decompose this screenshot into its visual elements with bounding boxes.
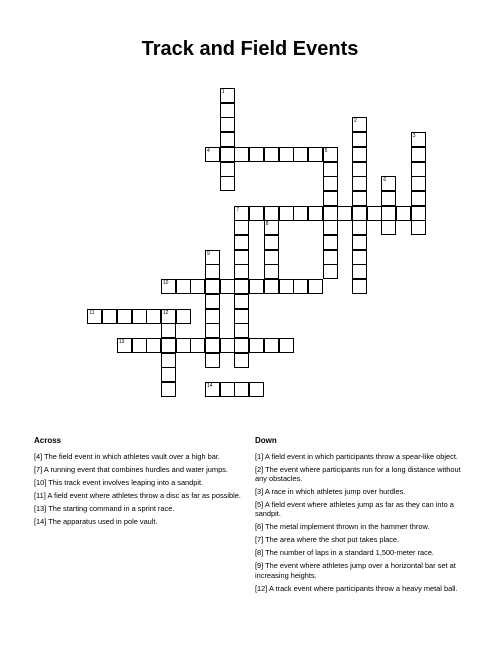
across-clue-list [34,452,249,530]
grid-cell[interactable] [161,353,176,368]
grid-cell[interactable] [264,264,279,279]
down-clue [255,452,470,461]
cell-number: 2 [354,118,357,125]
grid-cell[interactable] [367,206,382,221]
clue-text: The starting command in a sprint race. [48,504,175,513]
grid-cell[interactable] [396,206,411,221]
grid-cell[interactable] [293,206,308,221]
across-clue [34,504,249,513]
grid-cell[interactable] [279,206,294,221]
clue-number: [13] [34,504,49,513]
clue-text: A field event in which participants throw a spear-like object. [264,452,458,461]
grid-cell[interactable] [264,279,279,294]
grid-cell[interactable] [161,323,176,338]
grid-cell[interactable] [234,264,249,279]
grid-cell[interactable] [102,309,117,324]
grid-cell[interactable] [87,309,102,324]
clue-number: [2] [255,465,266,474]
grid-cell[interactable] [176,338,191,353]
clue-text: A running event that combines hurdles and water jumps. [43,465,228,474]
grid-cell[interactable] [205,323,220,338]
clue-text: The area where the shot put takes place. [265,535,400,545]
grid-cell[interactable] [220,132,235,147]
clue-number: [7] [255,535,266,545]
grid-cell[interactable] [190,338,205,353]
grid-cell[interactable] [293,147,308,162]
grid-cell[interactable] [352,220,367,235]
grid-cell[interactable] [308,206,323,221]
across-clue [34,465,249,474]
grid-cell[interactable] [220,176,235,191]
grid-cell[interactable] [264,250,279,265]
grid-cell[interactable] [323,264,338,279]
grid-cell[interactable] [352,279,367,294]
grid-cell[interactable] [308,147,323,162]
cell-number: 11 [89,309,95,316]
grid-cell[interactable] [323,191,338,206]
clue-text: This track event involves leaping into a sandpit. [48,478,204,487]
grid-cell[interactable] [249,338,264,353]
grid-cell[interactable] [323,176,338,191]
across-heading: Across [34,436,62,445]
across-clue [34,491,249,500]
cell-number: 7 [236,206,240,213]
clue-text: The metal implement thrown in the hammer throw. [265,522,430,532]
grid-cell[interactable] [352,117,367,132]
grid-cell[interactable] [249,206,264,221]
grid-cell[interactable] [234,323,249,338]
grid-cell[interactable] [220,162,235,177]
down-clue [255,465,470,483]
clue-number: [8] [255,548,266,558]
clue-number: [7] [34,465,44,474]
grid-cell[interactable] [411,176,426,191]
grid-cell[interactable] [308,279,323,294]
clue-number: [14] [34,517,49,526]
puzzle-title: Track and Field Events [141,38,359,60]
cell-number: 6 [383,177,387,184]
grid-cell[interactable] [220,88,235,103]
grid-cell[interactable] [205,338,220,353]
cell-number: 8 [265,221,269,228]
grid-cell[interactable] [234,279,249,294]
grid-cell[interactable] [176,309,191,324]
grid-cell[interactable] [279,279,294,294]
grid-cell[interactable] [161,367,176,382]
cell-number: 14 [207,383,213,389]
grid-cell[interactable] [293,279,308,294]
down-clue [255,535,470,544]
grid-cell[interactable] [249,382,264,397]
grid-cell[interactable] [220,338,235,353]
grid-cell[interactable] [249,147,264,162]
grid-cell[interactable] [381,191,396,206]
grid-cell[interactable] [220,279,235,294]
grid-cell[interactable] [381,176,396,191]
grid-cell[interactable] [411,147,426,162]
grid-cell[interactable] [411,132,426,147]
cell-number: 5 [324,147,328,154]
grid-cell[interactable] [161,338,176,353]
clue-text: A track event where participants throw a heavy metal ball. [268,583,458,593]
grid-cell[interactable] [117,309,132,324]
grid-cell[interactable] [220,117,235,132]
grid-cell[interactable] [234,147,249,162]
grid-cell[interactable] [323,250,338,265]
clue-text: A field event where athletes jump as far as they can into a sandpit. [255,500,454,519]
grid-cell[interactable] [264,147,279,162]
grid-cell[interactable] [161,382,176,397]
clue-text: The number of laps in a standard 1,500-meter race. [265,548,434,558]
clue-number: [10] [34,478,49,487]
grid-cell[interactable] [234,235,249,250]
cell-number: 12 [162,309,169,316]
grid-cell[interactable] [205,382,220,397]
grid-cell[interactable] [352,176,367,191]
cell-number: 13 [118,338,125,345]
grid-cell[interactable] [205,279,220,294]
grid-cell[interactable] [279,338,294,353]
grid-cell[interactable] [132,309,147,324]
clue-number: [9] [255,561,266,571]
clue-text: The apparatus used in pole vault. [48,517,158,526]
grid-cell[interactable] [234,250,249,265]
grid-cell[interactable] [411,191,426,206]
down-clue [255,561,470,579]
grid-cell[interactable] [220,103,235,118]
grid-cell[interactable] [249,279,264,294]
grid-cell[interactable] [205,309,220,324]
clue-number: [4] [34,452,45,461]
cell-number: 10 [162,280,169,287]
clue-text: A race in which athletes jump over hurdles. [264,487,406,497]
down-clue [255,522,470,531]
grid-cell[interactable] [205,353,220,368]
down-clue-list [255,452,470,597]
clue-text: The event where participants run for a long distance without any obstacles. [255,465,461,484]
grid-cell[interactable] [279,147,294,162]
down-clue [255,487,470,496]
cell-number: 4 [207,147,210,154]
grid-cell[interactable] [264,338,279,353]
grid-cell[interactable] [205,250,220,265]
down-clue [255,548,470,557]
grid-cell[interactable] [234,353,249,368]
cell-number: 3 [412,133,416,140]
grid-cell[interactable] [337,206,352,221]
grid-cell[interactable] [234,382,249,397]
grid-cell[interactable] [132,338,147,353]
grid-cell[interactable] [234,206,249,221]
grid-cell[interactable] [190,279,205,294]
grid-cell[interactable] [146,309,161,324]
grid-cell[interactable] [205,294,220,309]
grid-cell[interactable] [234,338,249,353]
clue-number: [11] [34,491,48,500]
grid-cell[interactable] [352,264,367,279]
grid-cell[interactable] [352,191,367,206]
grid-cell[interactable] [411,206,426,221]
grid-cell[interactable] [264,235,279,250]
down-clue [255,500,470,518]
clue-text: A field event where athletes throw a disc as far as possible. [47,491,241,500]
clue-text: The event where athletes jump over a horizontal bar set at increasing heights. [255,561,456,580]
grid-cell[interactable] [220,147,235,162]
grid-cell[interactable] [352,235,367,250]
grid-cell[interactable] [205,147,220,162]
grid-cell[interactable] [411,220,426,235]
grid-cell[interactable] [234,220,249,235]
grid-cell[interactable] [381,206,396,221]
grid-cell[interactable] [323,235,338,250]
grid-cell[interactable] [352,206,367,221]
clue-number: [1] [255,452,265,461]
grid-cell[interactable] [352,132,367,147]
grid-cell[interactable] [161,279,176,294]
grid-cell[interactable] [352,147,367,162]
grid-cell[interactable] [146,338,161,353]
grid-cell[interactable] [323,162,338,177]
cell-number: 9 [207,250,210,257]
across-clue [34,517,249,526]
grid-cell[interactable] [352,250,367,265]
clue-text: The field event in which athletes vault over a high bar. [44,452,220,461]
grid-cell[interactable] [234,309,249,324]
grid-cell[interactable] [176,279,191,294]
clue-number: [5] [255,500,265,510]
grid-cell[interactable] [117,338,132,353]
down-clue [255,584,470,593]
grid-cell[interactable] [220,382,235,397]
across-clue [34,478,249,487]
grid-cell[interactable] [264,206,279,221]
grid-cell[interactable] [411,162,426,177]
grid-cell[interactable] [323,206,338,221]
clue-number: [6] [255,522,266,532]
grid-cell[interactable] [264,220,279,235]
grid-cell[interactable] [161,309,176,324]
grid-cell[interactable] [352,162,367,177]
clue-number: [3] [255,487,265,497]
down-heading: Down [255,436,277,445]
grid-cell[interactable] [205,264,220,279]
grid-cell[interactable] [234,294,249,309]
across-clue [34,452,249,461]
grid-cell[interactable] [323,147,338,162]
clue-number: [12] [255,583,269,593]
cell-number: 1 [221,89,225,95]
grid-cell[interactable] [323,220,338,235]
grid-cell[interactable] [381,220,396,235]
